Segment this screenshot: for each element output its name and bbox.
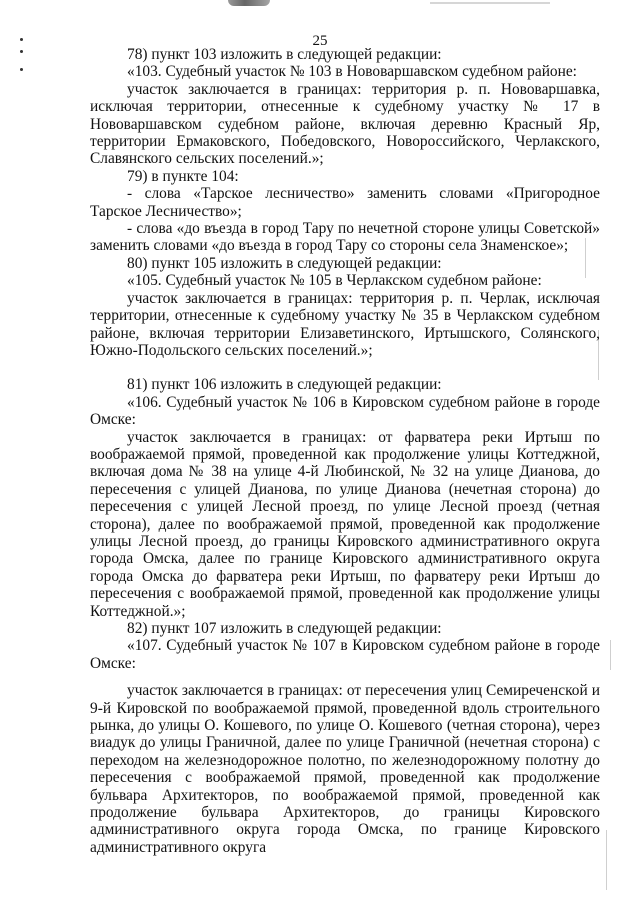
paragraph: 78) пункт 103 изложить в следующей редакции: xyxy=(127,46,442,63)
paragraph: «105. Судебный участок № 105 в Черлакском судебном районе: xyxy=(127,272,542,290)
paragraph: участок заключается в границах: от фарватера реки Иртыш по воображаемой прямой, проведенной как продолжение улицы Коттеджной, включая дома № 38 на улице 4-й Любинской, № 32 на улице Дианова, до пересечения с улицей Дианова, по улице Дианова (нечетная сторона) до пересечения с улицей Лесной проезд, по улице Лесной проезд (четная сторона), далее по воображаемой прямой, проведенной как продолжение улицы Лесной проезд, до границы Кировского административного округа города Омска, далее по границе Кировского административного округа города Омска до фарватера реки Иртыш, по фарватеру реки Иртыш до пересечения с воображаемой прямой, проведенной как продолжение улицы Коттеджной.»; xyxy=(90,428,600,620)
paragraph: участок заключается в границах: территория р. п. Черлак, исключая территории, отнесенные к судебному участку № 35 в Черлакском судебном районе, включая территории Елизаветинского, Иртышского, Солянского, Южно-Подольского сельских поселений.»; xyxy=(90,289,600,359)
paragraph: участок заключается в границах: территория р. п. Нововаршавка, исключая территории, отнесенные к судебному участку № 17 в Нововаршавском судебном районе, включая деревню Красный Яр, территории Ермаковского, Победовского, Новороссийского, Черлакского, Славянского сельских поселений.»; xyxy=(90,80,600,168)
paragraph: - слова «Тарское лесничество» заменить словами «Пригородное Тарское Лесничество»; xyxy=(90,185,600,220)
paragraph: 80) пункт 105 изложить в следующей редакции: xyxy=(127,254,442,272)
margin-mark xyxy=(20,50,23,53)
paragraph: «107. Судебный участок № 107 в Кировском судебном районе в городе Омске: xyxy=(90,637,600,672)
paragraph: «106. Судебный участок № 106 в Кировском судебном районе в городе Омске: xyxy=(90,393,600,429)
paragraph: участок заключается в границах: от пересечения улиц Семиреченской и 9-й Кировской по воображаемой прямой, проведенной вдоль строительного рынка, до улицы О. Кошевого, по улице О. Кошевого (четная сторона), через виадук до улицы Граничной, далее по улице Граничной (нечетная сторона) с переходом на железнодорожное полотно, по железнодорожному полотну до пересечения с воображаемой прямой, проведенной как продолжение бульвара Архитекторов, по воображаемой прямой, проведенной как продолжение бульвара Архитекторов, до границы Кировского административного округа города Омска, по границе Кировского административного округа xyxy=(90,682,600,856)
page-number: 25 xyxy=(312,33,328,49)
paragraph: «103. Судебный участок № 103 в Нововаршавском судебном районе: xyxy=(127,63,577,81)
scan-artifact xyxy=(228,0,270,6)
document-body xyxy=(90,46,600,856)
scan-edge-line xyxy=(606,830,607,890)
paragraph: 82) пункт 107 изложить в следующей редакции: xyxy=(127,620,442,637)
paragraph: 81) пункт 106 изложить в следующей редакции: xyxy=(127,376,442,394)
margin-mark xyxy=(20,68,23,71)
paragraph: 79) в пункте 104: xyxy=(127,167,239,185)
scan-artifact xyxy=(430,2,550,4)
paragraph: - слова «до въезда в город Тару по нечетной стороне улицы Советской» заменить словами «до въезда в город Тару со стороны села Знаменское»; xyxy=(90,220,600,255)
scan-edge-line xyxy=(610,640,611,670)
